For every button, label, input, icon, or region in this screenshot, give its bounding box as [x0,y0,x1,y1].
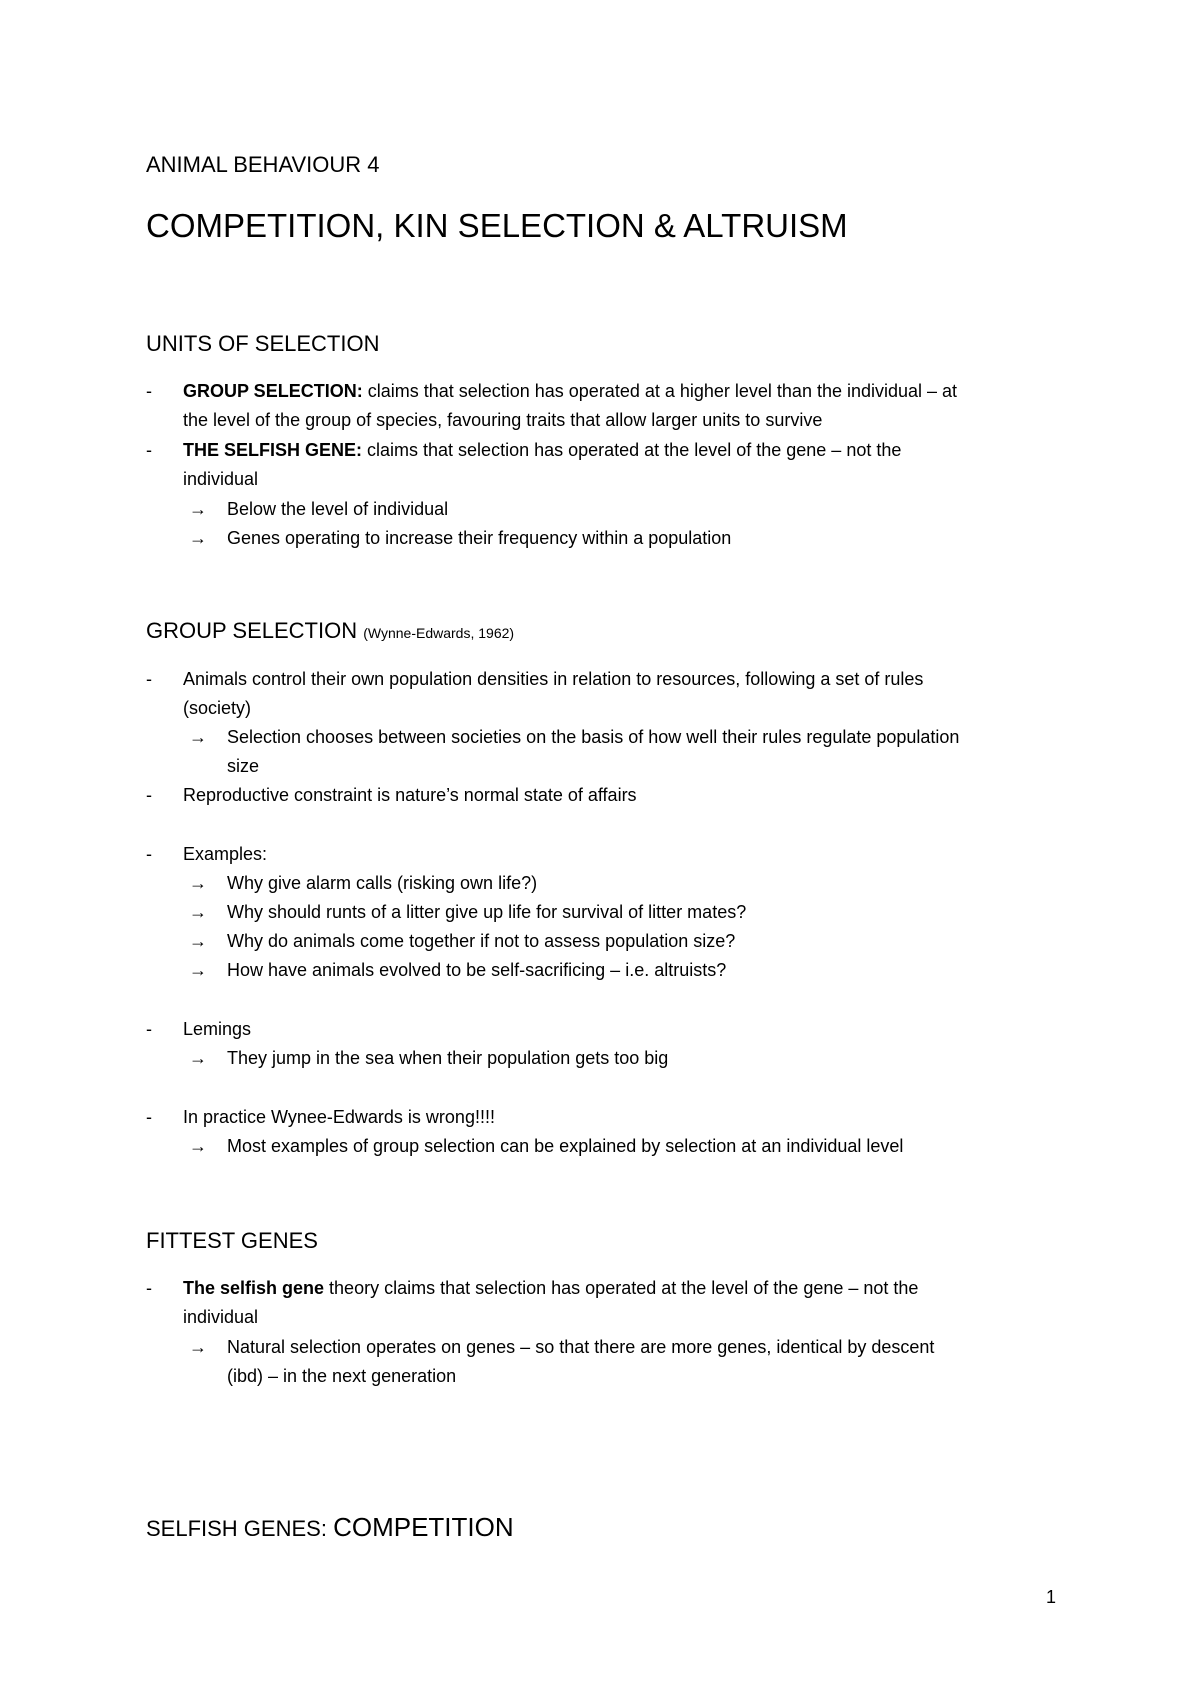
sub-bullet: Why give alarm calls (risking own life?) [227,873,538,893]
bullet-dash: - [146,669,152,689]
arrow-bullet-icon: → [189,873,207,893]
bullet-continuation: (society) [183,698,252,718]
document-kicker: ANIMAL BEHAVIOUR 4 [146,152,380,177]
bullet-selfish-gene-theory [183,1279,918,1297]
sub-bullet: Selection chooses between societies on the basis of how well their rules regulate population [227,727,960,747]
bullet-continuation: the level of the group of species, favouring traits that allow larger units to survive [183,410,823,430]
arrow-bullet-icon: → [189,1337,207,1357]
sub-bullet: Below the level of individual [227,499,449,519]
section-heading-units-of-selection: UNITS OF SELECTION [146,331,380,356]
sub-bullet-continuation: (ibd) – in the next generation [227,1366,457,1386]
bullet-population-densities: Animals control their own population densities in relation to resources, following a set of rules [183,669,924,689]
arrow-bullet-icon: → [189,727,207,747]
arrow-bullet-icon: → [189,528,207,548]
bullet-examples: Examples: [183,844,268,864]
section-heading-competition [146,1514,514,1540]
section-heading-group-selection [146,620,514,642]
bullet-text: theory claims that selection has operated at the level of the gene – not the [324,1278,919,1298]
bullet-selfish-gene [183,441,901,459]
arrow-bullet-icon: → [189,499,207,519]
bullet-reproductive-constraint: Reproductive constraint is nature’s normal state of affairs [183,785,637,805]
page-number: 1 [1046,1587,1057,1607]
citation: (Wynne-Edwards, 1962) [363,625,515,641]
bullet-dash: - [146,844,152,864]
bullet-continuation: individual [183,469,259,489]
bullet-in-practice: In practice Wynee-Edwards is wrong!!!! [183,1107,495,1127]
sub-bullet: Why should runts of a litter give up life for survival of litter mates? [227,902,747,922]
bullet-dash: - [146,440,152,460]
arrow-bullet-icon: → [189,960,207,980]
arrow-bullet-icon: → [189,1136,207,1156]
sub-bullet: How have animals evolved to be self-sacrificing – i.e. altruists? [227,960,727,980]
sub-bullet: Most examples of group selection can be explained by selection at an individual level [227,1136,904,1156]
term-group-selection: GROUP SELECTION: [183,381,363,401]
arrow-bullet-icon: → [189,902,207,922]
bullet-continuation: individual [183,1307,259,1327]
bullet-dash: - [146,785,152,805]
section-heading-text: GROUP SELECTION [146,618,358,643]
term-selfish-gene: The selfish gene [183,1278,325,1298]
bullet-lemings: Lemings [183,1019,252,1039]
sub-bullet: Natural selection operates on genes – so that there are more genes, identical by descent [227,1337,935,1357]
bullet-dash: - [146,1278,152,1298]
section-heading-prefix: SELFISH GENES: [146,1516,334,1541]
arrow-bullet-icon: → [189,1048,207,1068]
sub-bullet: They jump in the sea when their population gets too big [227,1048,669,1068]
bullet-dash: - [146,1107,152,1127]
term-selfish-gene: THE SELFISH GENE: [183,440,363,460]
bullet-dash: - [146,381,152,401]
arrow-bullet-icon: → [189,931,207,951]
bullet-text: claims that selection has operated at a higher level than the individual – at [362,381,958,401]
bullet-text: claims that selection has operated at the level of the gene – not the [362,440,902,460]
section-heading-suffix: COMPETITION [333,1512,514,1542]
sub-bullet: Why do animals come together if not to assess population size? [227,931,736,951]
sub-bullet: Genes operating to increase their frequency within a population [227,528,732,548]
document-title: COMPETITION, KIN SELECTION & ALTRUISM [146,207,848,244]
section-heading-fittest-genes: FITTEST GENES [146,1228,318,1253]
sub-bullet-continuation: size [227,756,260,776]
bullet-dash: - [146,1019,152,1039]
bullet-group-selection [183,382,957,400]
